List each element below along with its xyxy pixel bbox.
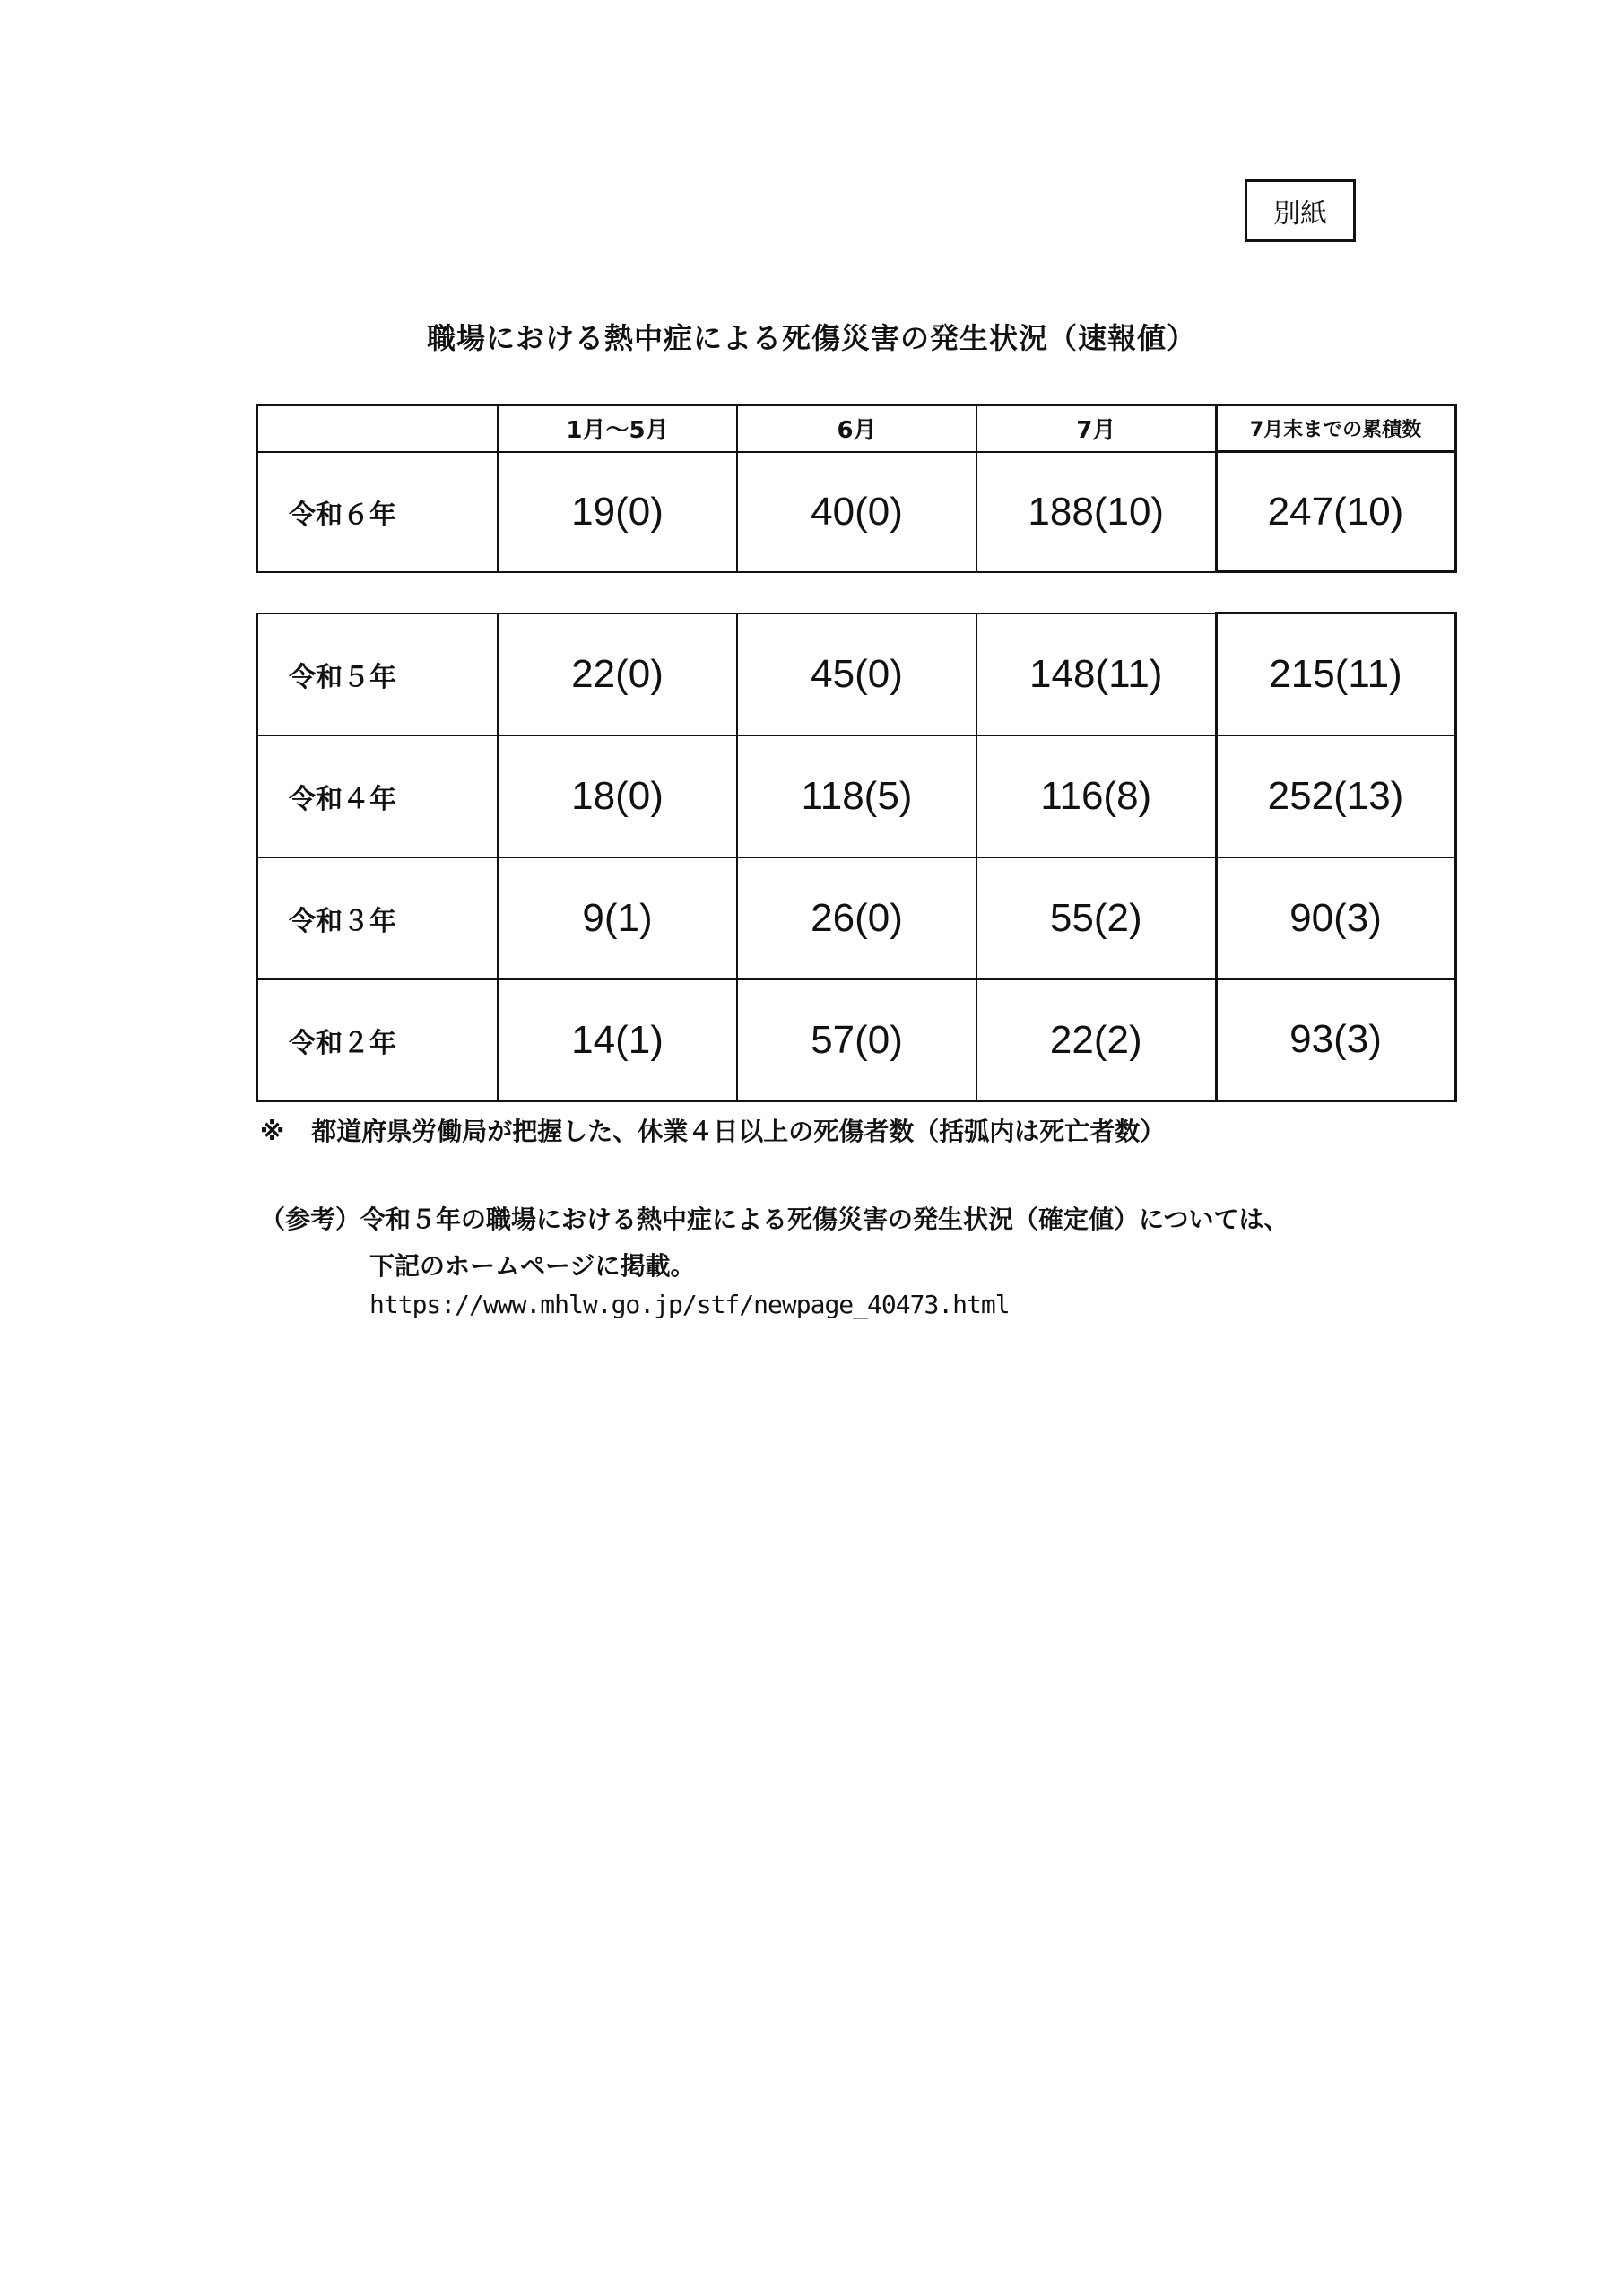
past-years-table bbox=[256, 612, 1457, 1102]
value-cell: 14(1) bbox=[498, 979, 737, 1101]
table-footnote bbox=[260, 1112, 1165, 1148]
value-cell: 45(0) bbox=[737, 613, 976, 735]
cumulative-cell: 90(3) bbox=[1216, 857, 1455, 979]
reference-url: https://www.mhlw.go.jp/stf/newpage_40473.html bbox=[369, 1290, 1010, 1319]
header-july: 7月 bbox=[976, 405, 1216, 452]
value-cell: 40(0) bbox=[737, 452, 976, 572]
value-cell: 118(5) bbox=[737, 735, 976, 857]
footnote-mark: ※ bbox=[260, 1117, 285, 1146]
attachment-label: 別紙 bbox=[1245, 179, 1356, 242]
year-label: 令和２年 bbox=[257, 979, 498, 1101]
table-row bbox=[257, 735, 1455, 857]
value-cell: 26(0) bbox=[737, 857, 976, 979]
header-june: 6月 bbox=[737, 405, 976, 452]
cumulative-cell: 247(10) bbox=[1216, 452, 1455, 572]
reference-line-2: 下記のホームページに掲載。 bbox=[369, 1251, 696, 1281]
year-label: 令和３年 bbox=[257, 857, 498, 979]
header-corner bbox=[257, 405, 498, 452]
year-label: 令和４年 bbox=[257, 735, 498, 857]
table-row bbox=[257, 857, 1455, 979]
header-row bbox=[257, 405, 1455, 452]
value-cell: 57(0) bbox=[737, 979, 976, 1101]
table-row bbox=[257, 452, 1455, 572]
value-cell: 18(0) bbox=[498, 735, 737, 857]
reference-label: （参考） bbox=[260, 1205, 361, 1234]
header-jan-may: 1月～5月 bbox=[498, 405, 737, 452]
document-title: 職場における熱中症による死傷災害の発生状況（速報値） bbox=[426, 321, 1196, 355]
value-cell: 188(10) bbox=[976, 452, 1216, 572]
table-row bbox=[257, 613, 1455, 735]
header-cumulative: 7月末までの累積数 bbox=[1216, 405, 1455, 452]
year-label: 令和５年 bbox=[257, 613, 498, 735]
reference-line-1 bbox=[260, 1200, 1289, 1236]
value-cell: 22(2) bbox=[976, 979, 1216, 1101]
year-label: 令和６年 bbox=[257, 452, 498, 572]
value-cell: 116(8) bbox=[976, 735, 1216, 857]
cumulative-cell: 93(3) bbox=[1216, 979, 1455, 1101]
footnote-text: 都道府県労働局が把握した、休業４日以上の死傷者数（括弧内は死亡者数） bbox=[311, 1117, 1166, 1146]
value-cell: 19(0) bbox=[498, 452, 737, 572]
reference-text: 令和５年の職場における熱中症による死傷災害の発生状況（確定値）については、 bbox=[360, 1205, 1289, 1234]
value-cell: 148(11) bbox=[976, 613, 1216, 735]
table-row bbox=[257, 979, 1455, 1101]
value-cell: 55(2) bbox=[976, 857, 1216, 979]
value-cell: 9(1) bbox=[498, 857, 737, 979]
current-year-table bbox=[256, 404, 1457, 573]
cumulative-cell: 252(13) bbox=[1216, 735, 1455, 857]
cumulative-cell: 215(11) bbox=[1216, 613, 1455, 735]
value-cell: 22(0) bbox=[498, 613, 737, 735]
